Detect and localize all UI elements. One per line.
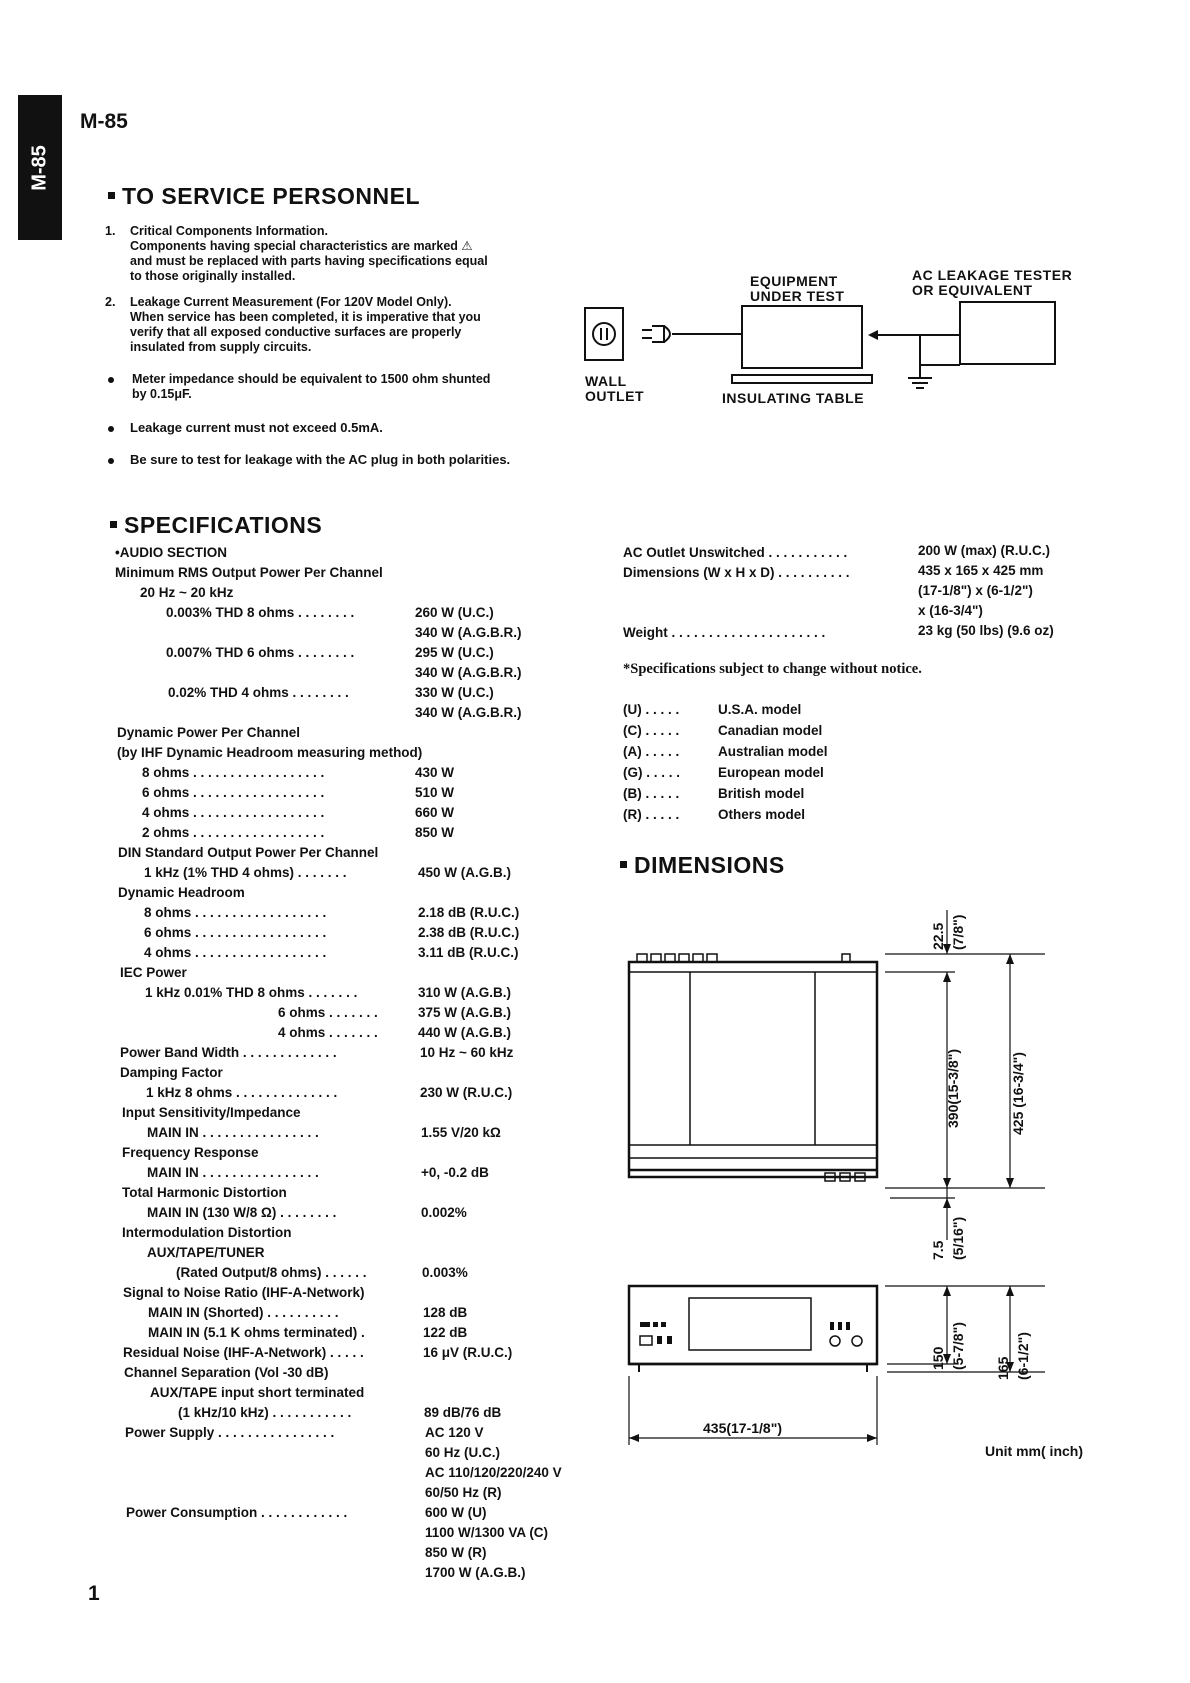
psu-value-2: 60 Hz (U.C.) [425,1445,501,1460]
freq-range: 20 Hz ~ 20 kHz [140,585,234,600]
model-row: (B) . . . . . British model [623,786,805,801]
pcons-value-2: 1100 W/1300 VA (C) [425,1525,549,1540]
dim-depth-inner: 390(15-3/8") [945,1048,961,1128]
model-header: M-85 [80,110,128,133]
din-heading: DIN Standard Output Power Per Channel [118,845,379,860]
iec4-label: 4 ohms . . . . . . . [278,1025,378,1040]
dim-height-inner: 150 [930,1346,946,1370]
thd8-label: 0.003% THD 8 ohms . . . . . . . . [166,605,355,620]
dim-bottom-gap-in: (5/16") [950,1216,966,1260]
thd8-value-1: 260 W (U.C.) [415,605,494,620]
table-label: INSULATING TABLE [722,390,865,406]
model-row: (G) . . . . . European model [623,765,824,780]
dp4-label: 4 ohms . . . . . . . . . . . . . . . . . . [142,805,325,820]
thd4-label: 0.02% THD 4 ohms . . . . . . . . [168,685,349,700]
weight-label: Weight . . . . . . . . . . . . . . . . . . . . . [623,625,826,640]
chsep-label: (1 kHz/10 kHz) . . . . . . . . . . . [178,1405,352,1420]
dp4-value: 660 W [415,805,455,820]
input-label: MAIN IN . . . . . . . . . . . . . . . . [147,1125,319,1140]
dimensions-title: DIMENSIONS [620,852,785,879]
thd6-value-1: 295 W (U.C.) [415,645,494,660]
thd6-value-2: 340 W (A.G.B.R.) [415,665,522,680]
audio-section-heading: •AUDIO SECTION [115,545,227,560]
dp2-value: 850 W [415,825,455,840]
dp8-label: 8 ohms . . . . . . . . . . . . . . . . . . [142,765,325,780]
side-tab-label: M-85 [28,144,51,191]
service-bullet-3: Be sure to test for leakage with the AC plug in both polarities. [108,452,510,467]
pcons-value-1: 600 W (U) [425,1505,487,1520]
freq-heading: Frequency Response [122,1145,259,1160]
thd4-value-2: 340 W (A.G.B.R.) [415,705,522,720]
thd6-label: 0.007% THD 6 ohms . . . . . . . . [166,645,355,660]
service-item-2: 2. Leakage Current Measurement (For 120V Model Only). When service has been completed, it is imperative that you verify that all exposed conductive surfaces are properly insulated from supply circuits. [105,295,481,354]
dim-height-total: 165 [995,1356,1011,1380]
service-bullet-2: Leakage current must not exceed 0.5mA. [108,420,383,435]
din-label: 1 kHz (1% THD 4 ohms) . . . . . . . [144,865,347,880]
imd-sub: AUX/TAPE/TUNER [147,1245,265,1260]
iec8-value: 310 W (A.G.B.) [418,985,512,1000]
pbw-label: Power Band Width . . . . . . . . . . . . . [120,1045,337,1060]
dp6-value: 510 W [415,785,455,800]
snr1-value: 128 dB [423,1305,468,1320]
iec4-value: 440 W (A.G.B.) [418,1025,512,1040]
specs-notice: *Specifications subject to change without notice. [623,661,922,677]
dp8-value: 430 W [415,765,455,780]
dyn-power-heading: Dynamic Power Per Channel [117,725,301,740]
chsep-heading: Channel Separation (Vol -30 dB) [124,1365,329,1380]
weight-value: 23 kg (50 lbs) (9.6 oz) [918,623,1054,638]
specs-title: SPECIFICATIONS [110,512,322,539]
damp-label: 1 kHz 8 ohms . . . . . . . . . . . . . . [146,1085,338,1100]
imd-heading: Intermodulation Distortion [122,1225,292,1240]
service-title: TO SERVICE PERSONNEL [108,183,420,210]
dh8-value: 2.18 dB (R.U.C.) [418,905,520,920]
dims-value-2: (17-1/8") x (6-1/2") [918,583,1033,598]
equipment-label: EQUIPMENT UNDER TEST [750,273,845,304]
pcons-value-3: 850 W (R) [425,1545,487,1560]
ac-outlet-label: AC Outlet Unswitched . . . . . . . . . . . [623,545,848,560]
damp-value: 230 W (R.U.C.) [420,1085,513,1100]
thd4-value-1: 330 W (U.C.) [415,685,494,700]
min-rms-heading: Minimum RMS Output Power Per Channel [115,565,383,580]
psu-value-4: 60/50 Hz (R) [425,1485,502,1500]
thd-label: MAIN IN (130 W/8 Ω) . . . . . . . . [147,1205,337,1220]
damp-heading: Damping Factor [120,1065,223,1080]
dim-height-inner-in: (5-7/8") [950,1322,966,1370]
dh6-value: 2.38 dB (R.U.C.) [418,925,520,940]
input-heading: Input Sensitivity/Impedance [122,1105,301,1120]
input-value: 1.55 V/20 kΩ [421,1125,501,1140]
wall-outlet-label: WALL OUTLET [585,373,644,404]
resid-label: Residual Noise (IHF-A-Network) . . . . . [123,1345,364,1360]
model-row: (U) . . . . . U.S.A. model [623,702,802,717]
dh8-label: 8 ohms . . . . . . . . . . . . . . . . . . [144,905,327,920]
dim-unit: Unit mm( inch) [985,1443,1083,1459]
thd8-value-2: 340 W (A.G.B.R.) [415,625,522,640]
pcons-value-4: 1700 W (A.G.B.) [425,1565,526,1580]
dim-height-total-in: (6-1/2") [1015,1332,1031,1380]
dh4-label: 4 ohms . . . . . . . . . . . . . . . . . . [144,945,327,960]
pbw-value: 10 Hz ~ 60 kHz [420,1045,514,1060]
imd-value: 0.003% [422,1265,468,1280]
resid-value: 16 μV (R.U.C.) [423,1345,513,1360]
dp2-label: 2 ohms . . . . . . . . . . . . . . . . . . [142,825,325,840]
chsep-sub: AUX/TAPE input short terminated [150,1385,365,1400]
service-item-1: 1. Critical Components Information. Components having special characteristics are marked ⚠ and must be replaced with parts having specifications equal to those originally installed. [105,224,488,283]
dim-top-gap-in: (7/8") [950,914,966,950]
thd-heading: Total Harmonic Distortion [122,1185,287,1200]
dyn-method: (by IHF Dynamic Headroom measuring method) [117,745,423,760]
freq-label: MAIN IN . . . . . . . . . . . . . . . . [147,1165,319,1180]
pcons-label: Power Consumption . . . . . . . . . . . . [126,1505,348,1520]
front-view-meter [689,1298,811,1350]
tester-label: AC LEAKAGE TESTER OR EQUIVALENT [912,267,1073,298]
snr2-value: 122 dB [423,1325,468,1340]
dim-top-gap: 22.5 [930,922,946,950]
model-row: (R) . . . . . Others model [623,807,806,822]
ac-outlet-value: 200 W (max) (R.U.C.) [918,543,1051,558]
dh6-label: 6 ohms . . . . . . . . . . . . . . . . . . [144,925,327,940]
psu-value-3: AC 110/120/220/240 V [425,1465,562,1480]
iec-heading: IEC Power [120,965,187,980]
imd-label: (Rated Output/8 ohms) . . . . . . [176,1265,367,1280]
dp6-label: 6 ohms . . . . . . . . . . . . . . . . . . [142,785,325,800]
freq-value: +0, -0.2 dB [421,1165,489,1180]
psu-label: Power Supply . . . . . . . . . . . . . . . . [125,1425,335,1440]
snr2-label: MAIN IN (5.1 K ohms terminated) . [148,1325,365,1340]
model-row: (C) . . . . . Canadian model [623,723,823,738]
din-value: 450 W (A.G.B.) [418,865,512,880]
model-codes [623,702,883,828]
dh4-value: 3.11 dB (R.U.C.) [418,945,519,960]
psu-value-1: AC 120 V [425,1425,484,1440]
iec8-label: 1 kHz 0.01% THD 8 ohms . . . . . . . [145,985,358,1000]
service-bullet-1: Meter impedance should be equivalent to 1500 ohm shunted by 0.15μF. [132,372,582,402]
dims-label: Dimensions (W x H x D) . . . . . . . . . . [623,565,850,580]
chsep-value: 89 dB/76 dB [424,1405,502,1420]
dim-width: 435(17-1/8") [703,1420,783,1436]
dims-value-3: x (16-3/4") [918,603,983,618]
iec6-label: 6 ohms . . . . . . . [278,1005,378,1020]
model-row: (A) . . . . . Australian model [623,744,828,759]
dims-value-1: 435 x 165 x 425 mm [918,563,1044,578]
dim-depth-total: 425 (16-3/4") [1010,1052,1026,1135]
iec6-value: 375 W (A.G.B.) [418,1005,512,1020]
snr1-label: MAIN IN (Shorted) . . . . . . . . . . [148,1305,339,1320]
thd-value: 0.002% [421,1205,467,1220]
dyn-head-heading: Dynamic Headroom [118,885,245,900]
dim-bottom-gap: 7.5 [930,1240,946,1260]
page-number: 1 [88,1582,100,1605]
snr-heading: Signal to Noise Ratio (IHF-A-Network) [123,1285,365,1300]
